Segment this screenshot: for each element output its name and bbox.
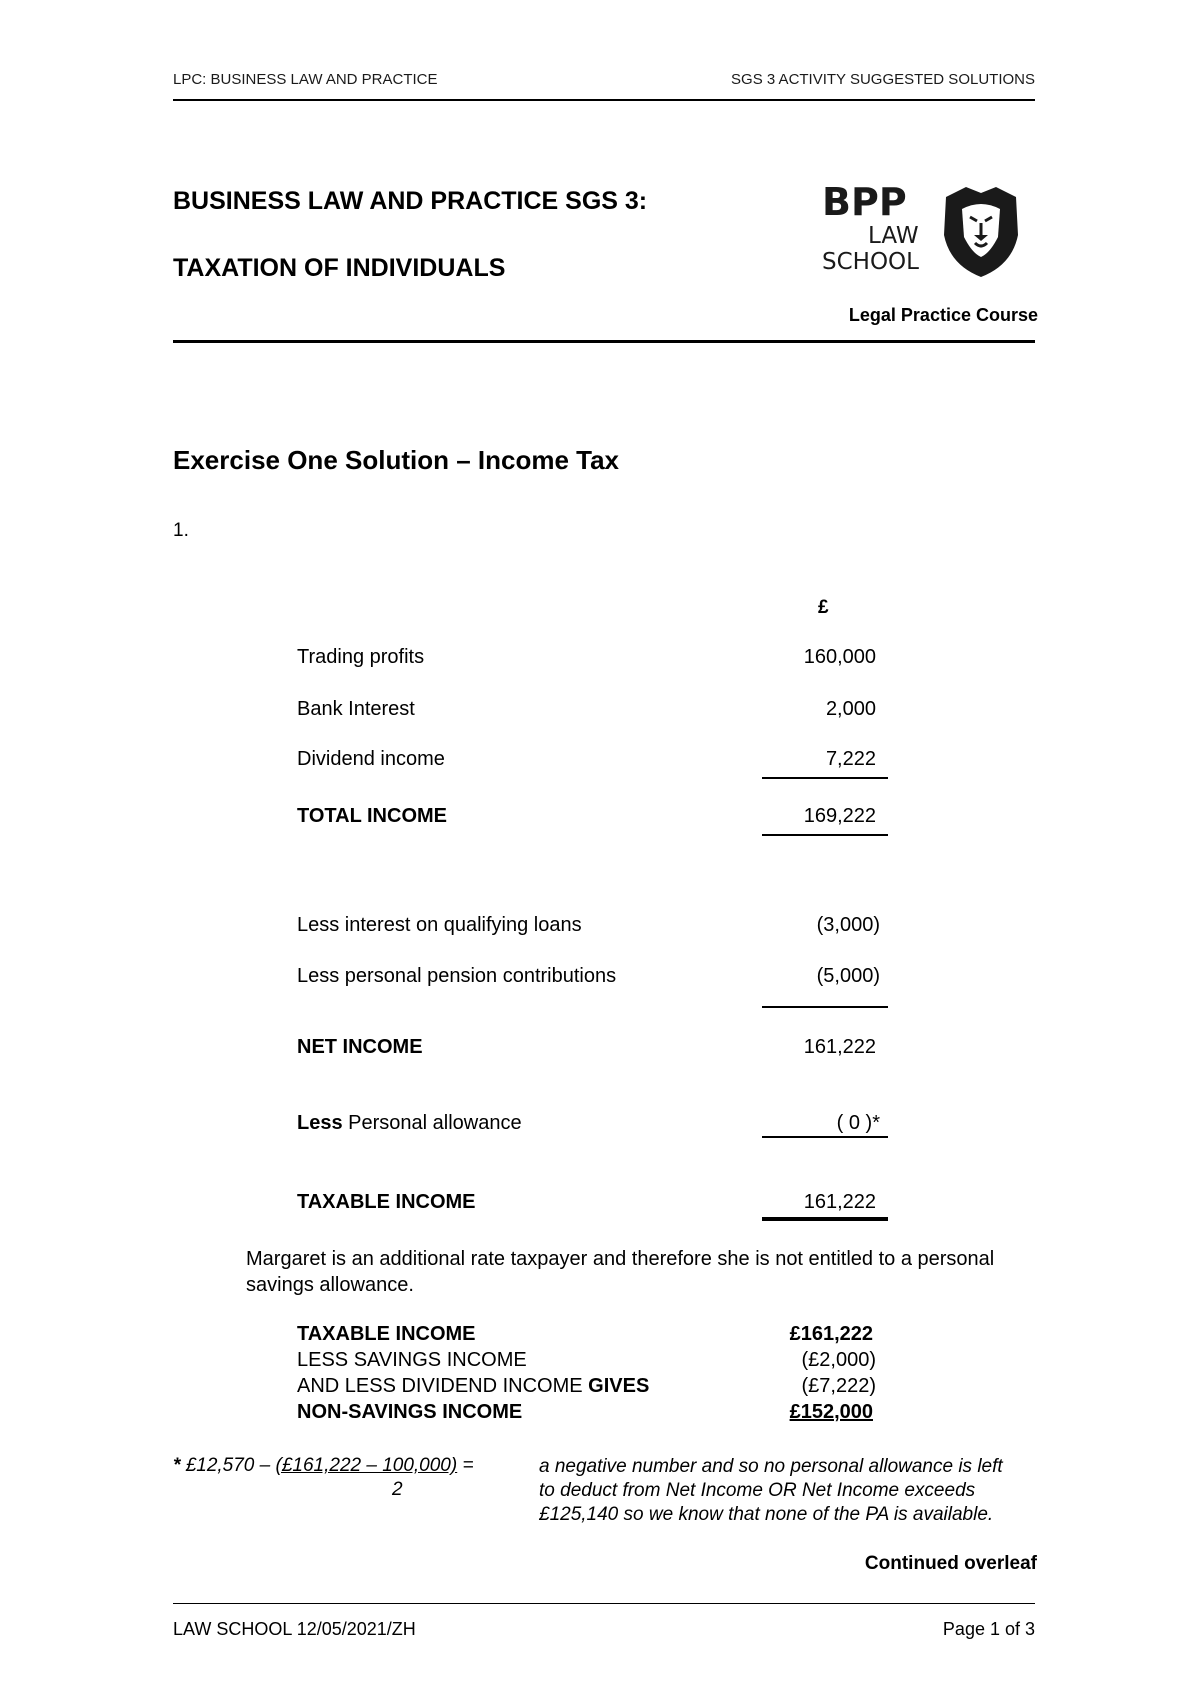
footnote-line-2: to deduct from Net Income OR Net Income exceeds	[539, 1480, 976, 1501]
allowance-rule	[762, 1136, 888, 1138]
lion-icon	[940, 183, 1022, 279]
deductions-rule	[762, 1006, 888, 1008]
dividend-income-label: Dividend income	[297, 748, 445, 770]
bank-interest-label: Bank Interest	[297, 698, 415, 720]
qualifying-loans-value: (3,000)	[816, 914, 880, 936]
trading-profits-label: Trading profits	[297, 646, 425, 668]
page-number: Page 1 of 3	[942, 1619, 1035, 1639]
footnote-numerator: (£161,222 – 100,000)	[275, 1455, 458, 1476]
bank-interest-value: 2,000	[825, 698, 876, 720]
dividend-income-value: 7,222	[825, 748, 876, 770]
footnote-formula	[173, 1455, 474, 1477]
logo-school: SCHOOL	[822, 249, 919, 275]
footnote-equals: =	[457, 1455, 474, 1476]
less-bold: Less	[297, 1112, 343, 1134]
footnote-denominator: 2	[392, 1479, 403, 1500]
taxable-income-value: 161,222	[803, 1191, 876, 1213]
summary-savings-label: LESS SAVINGS INCOME	[297, 1349, 527, 1371]
personal-allowance-label	[297, 1112, 522, 1135]
footnote-prefix: £12,570 –	[185, 1455, 276, 1476]
running-header-right: SGS 3 ACTIVITY SUGGESTED SOLUTIONS	[731, 71, 1035, 88]
title-rule	[173, 340, 1035, 343]
footnote-explanation	[539, 1455, 1003, 1527]
logo-law: LAW	[868, 223, 919, 249]
personal-allowance-value: ( 0 )*	[836, 1112, 880, 1134]
summary-taxable-value: £161,222	[789, 1323, 873, 1345]
total-income-label: TOTAL INCOME	[297, 805, 447, 827]
summary-gives-bold: GIVES	[588, 1375, 650, 1397]
currency-header: £	[818, 597, 829, 618]
logo-bpp: BPP	[822, 180, 907, 224]
taxable-income-label: TAXABLE INCOME	[297, 1191, 476, 1213]
summary-dividend-text: AND LESS DIVIDEND INCOME	[297, 1375, 589, 1397]
footer-rule	[173, 1603, 1035, 1604]
summary-dividend-label	[297, 1375, 649, 1398]
exercise-heading: Exercise One Solution – Income Tax	[173, 445, 619, 475]
footer-left: LAW SCHOOL 12/05/2021/ZH	[173, 1619, 416, 1639]
trading-profits-value: 160,000	[803, 646, 876, 668]
summary-nonsavings-value: £152,000	[789, 1401, 873, 1423]
taxable-double-rule	[762, 1217, 888, 1221]
allowance-text: Personal allowance	[342, 1112, 522, 1134]
question-number: 1.	[173, 520, 189, 541]
bpp-logo-text	[822, 180, 942, 275]
summary-savings-value: (£2,000)	[801, 1349, 876, 1371]
pension-contributions-value: (5,000)	[816, 965, 880, 987]
footnote-line-1: a negative number and so no personal allowance is left	[539, 1456, 1003, 1477]
header-rule	[173, 99, 1035, 101]
summary-nonsavings-label: NON-SAVINGS INCOME	[297, 1401, 523, 1423]
summary-taxable-label: TAXABLE INCOME	[297, 1323, 476, 1345]
continued-overleaf: Continued overleaf	[864, 1553, 1037, 1574]
net-income-label: NET INCOME	[297, 1036, 423, 1058]
net-income-value: 161,222	[803, 1036, 876, 1058]
qualifying-loans-label: Less interest on qualifying loans	[297, 914, 582, 936]
legal-practice-course: Legal Practice Course	[848, 305, 1038, 325]
total-rule	[762, 834, 888, 836]
subtotal-rule	[762, 777, 888, 779]
total-income-value: 169,222	[803, 805, 876, 827]
footnote-line-3: £125,140 so we know that none of the PA is available.	[539, 1504, 994, 1525]
document-title-line2: TAXATION OF INDIVIDUALS	[173, 254, 506, 282]
taxpayer-paragraph: Margaret is an additional rate taxpayer and therefore she is not entitled to a personal savings allowance.	[246, 1248, 995, 1296]
footnote-star: *	[173, 1455, 186, 1476]
running-header-left: LPC: BUSINESS LAW AND PRACTICE	[173, 71, 438, 88]
pension-contributions-label: Less personal pension contributions	[297, 965, 617, 987]
summary-dividend-value: (£7,222)	[801, 1375, 876, 1397]
document-title-line1: BUSINESS LAW AND PRACTICE SGS 3:	[173, 187, 648, 215]
